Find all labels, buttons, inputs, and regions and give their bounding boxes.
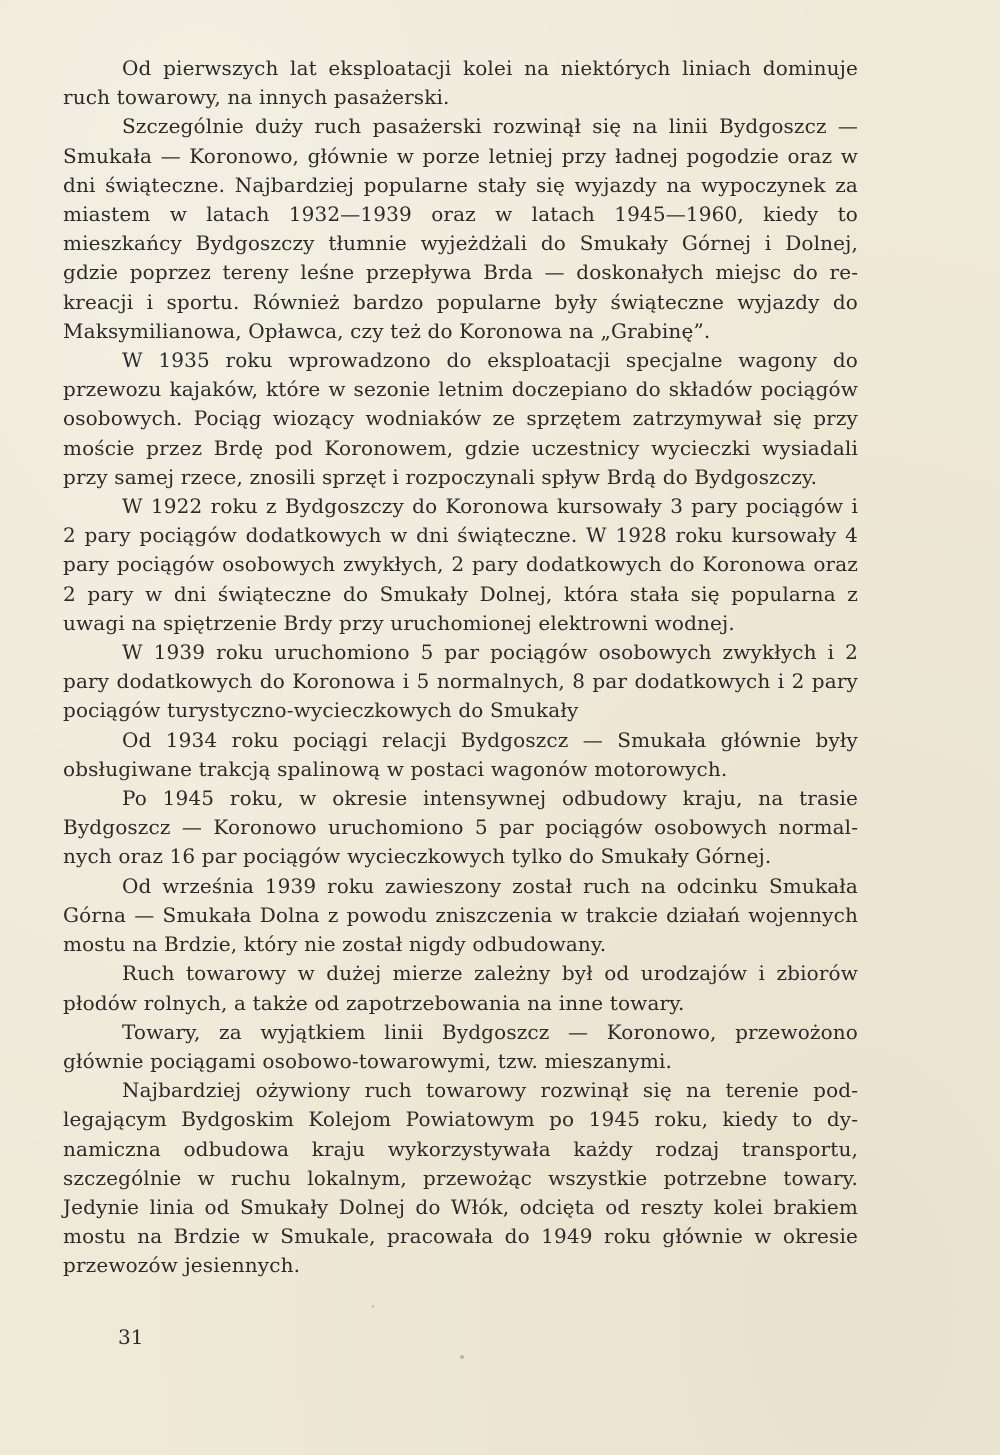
paper-speck — [460, 1355, 464, 1359]
paragraph-8: Od września 1939 roku zawieszony został ruch na odcinku Smukała Górna — Smukała Dolna z powodu zniszczenia w trakcie działań wojennych mostu na Brdzie, który nie został nigdy odbudowany. — [63, 873, 858, 957]
paragraph-9: Ruch towarowy w dużej mierze zależny był od urodzajów i zbiorów płodów rolnych, a także od zapotrzebowania na inne towary. — [63, 961, 858, 1015]
paper-speck — [372, 1305, 374, 1308]
paragraph-6: Od 1934 roku pociągi relacji Bydgoszcz — Smukała głównie były obsługiwane trakcją spalinową w postaci wagonów motorowych. — [63, 727, 858, 781]
body-text — [63, 54, 858, 1281]
paragraph-1: Od pierwszych lat eksploatacji kolei na niektórych liniach dominuje ruch towarowy, na innych pasażerski. — [63, 56, 858, 110]
paragraph-10: Towary, za wyjątkiem linii Bydgoszcz — Koronowo, przewożono głównie pociągami osobowo-towarowymi, tzw. mieszanymi. — [63, 1019, 858, 1073]
paragraph-11: Najbardziej ożywiony ruch towarowy rozwinął się na terenie podlegającym Bydgoskim Kolejom Powiatowym po 1945 roku, kiedy to dynamiczna odbudowa kraju wykorzystywała każdy rodzaj transportu, szczególnie w ruchu lokalnym, przewożąc wszystkie potrzebne towary. Jedynie linia od Smukały Dolnej do Włók, odcięta od reszty kolei brakiem mostu na Brdzie w Smukale, pracowała do 1949 roku głównie w okresie przewozów jesiennych. — [63, 1078, 858, 1278]
paragraph-3: W 1935 roku wprowadzono do eksploatacji specjalne wagony do przewozu kajaków, które w sezonie letnim doczepiano do składów pociągów osobowych. Pociąg wiozący wodniaków ze sprzętem zatrzymywał się przy moście przez Brdę pod Koronowem, gdzie uczestnicy wycieczki wysiadali przy samej rzece, znosili sprzęt i rozpoczynali spływ Brdą do Bydgoszczy. — [63, 348, 858, 489]
paragraph-2: Szczególnie duży ruch pasażerski rozwinął się na linii Bydgoszcz — Smukała — Koronowo, głównie w porze letniej przy ładnej pogodzie oraz w dni świąteczne. Najbardziej popularne stały się wyjazdy na wypoczynek za miastem w latach 1932—1939 oraz w latach 1945—1960, kiedy to mieszkańcy Bydgoszczy tłumnie wyjeżdżali do Smukały Górnej i Dolnej, gdzie poprzez tereny leśne przepływa Brda — doskonałych miejsc do rekreacji i sportu. Również bardzo popularne były świąteczne wyjazdy do Maksymilianowa, Opławca, czy też do Koronowa na „Grabinę”. — [63, 114, 858, 343]
page-number: 31 — [118, 1325, 144, 1349]
paragraph-4: W 1922 roku z Bydgoszczy do Koronowa kursowały 3 pary pociągów i 2 pary pociągów dodatkowych w dni świąteczne. W 1928 roku kursowały 4 pary pociągów osobowych zwykłych, 2 pary dodatkowych do Koronowa oraz 2 pary w dni świąteczne do Smukały Dolnej, która stała się popularna z uwagi na spiętrzenie Brdy przy uruchomionej elektrowni wodnej. — [63, 494, 858, 635]
paragraph-7: Po 1945 roku, w okresie intensywnej odbudowy kraju, na trasie Bydgoszcz — Koronowo uruchomiono 5 par pociągów osobowych normalnych oraz 16 par pociągów wycieczkowych tylko do Smukały Górnej. — [63, 786, 858, 869]
paragraph-5: W 1939 roku uruchomiono 5 par pociągów osobowych zwykłych i 2 pary dodatkowych do Koronowa i 5 normalnych, 8 par dodatkowych i 2 pary pociągów turystyczno-wycieczkowych do Smukały — [63, 640, 858, 723]
